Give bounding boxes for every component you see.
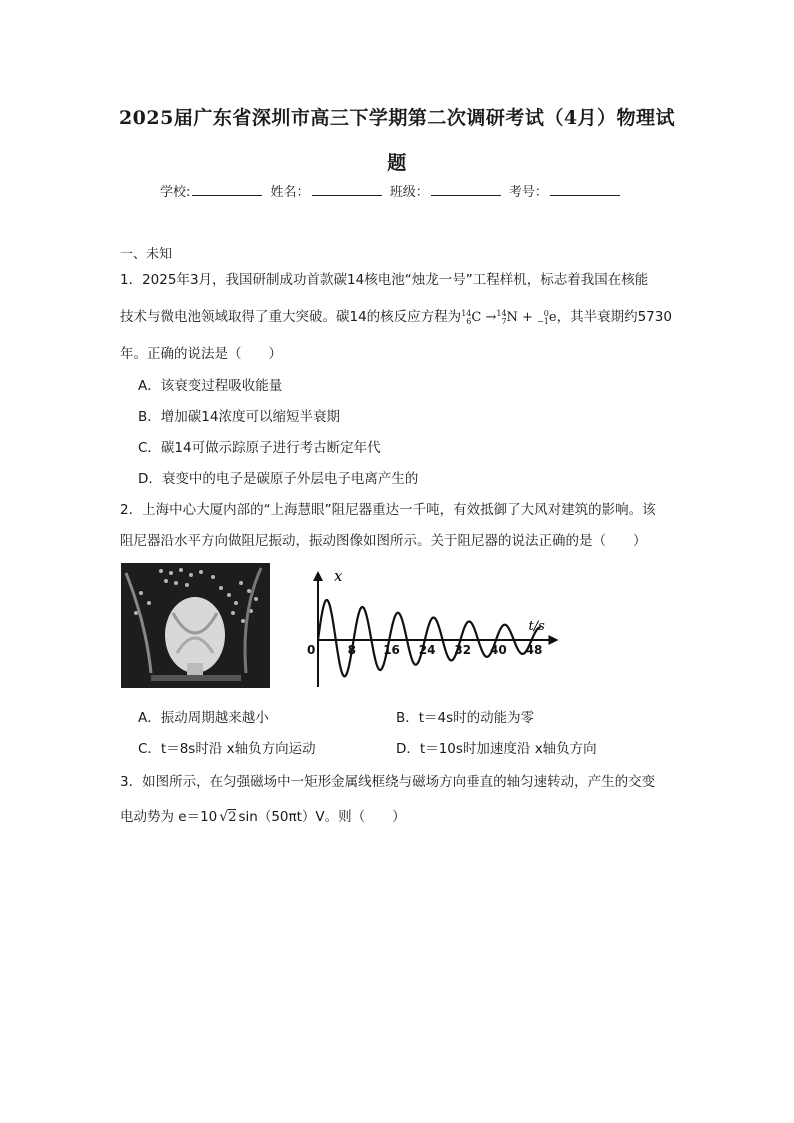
info-fields [160,181,624,200]
q1-option-a[interactable]: A．该衰变过程吸收能量 [138,378,283,394]
vibration-chart [298,563,598,693]
q3-line2-text: 电动势为 e＝10 [120,809,218,825]
name-label: 姓名： [270,185,310,200]
exam-no-blank[interactable] [550,183,620,196]
page-title: 2025届广东省深圳市高三下学期第二次调研考试（4月）物理试 [118,107,676,129]
class-blank[interactable] [431,183,501,196]
q2-option-a[interactable]: A．振动周期越来越小 [138,710,269,726]
x-tick-label: 0 [307,643,316,657]
q2-line1: 2．上海中心大厦内部的“上海慧眼”阻尼器重达一千吨，有效抵御了大风对建筑的影响。该 [120,502,656,518]
damper-photo [121,563,270,688]
q3-line2-tail: sin（50πt）V。则（ ） [238,809,406,825]
x-tick-label: 8 [347,643,356,657]
x-axis-label: t/s [528,619,545,634]
x-tick-label: 40 [490,643,507,657]
y-axis-label: x [334,567,343,585]
q1-line2-text: 技术与微电池领域取得了重大突破。碳14的核反应方程为 [120,309,462,325]
q1-option-d[interactable]: D．衰变中的电子是碳原子外层电子电离产生的 [138,471,419,487]
x-tick-label: 32 [454,643,472,657]
exam-no-label: 考号： [508,185,548,200]
q1-line3: 年。正确的说法是（ ） [120,346,282,362]
y-axis-arrow [313,571,323,581]
x-tick-label: 16 [383,643,400,657]
q1-line1: 1．2025年3月，我国研制成功首款碳14核电池“烛龙一号”工程样机，标志着我国在核能 [120,272,649,288]
q1-line2 [120,305,680,326]
x-tick-label: 48 [525,643,543,657]
q2-line2: 阻尼器沿水平方向做阻尼振动，振动图像如图所示。关于阻尼器的说法正确的是（ ） [120,533,647,549]
name-blank[interactable] [312,183,382,196]
sqrt-2: √2 [219,809,237,825]
oscillation-curve [318,600,541,676]
q2-option-c[interactable]: C．t＝8s时沿 x轴负方向运动 [138,741,316,757]
q3-line1: 3．如图所示，在匀强磁场中一矩形金属线框绕与磁场方向垂直的轴匀速转动，产生的交变 [120,774,656,790]
q1-option-c[interactable]: C．碳14可做示踪原子进行考古断定年代 [138,440,381,456]
nuclear-equation: 14 6C →14 7N + 0 −1e [461,308,557,326]
chart-axes [313,571,559,687]
school-blank[interactable] [192,183,262,196]
school-label: 学校: [160,185,191,200]
q1-option-b[interactable]: B．增加碳14浓度可以缩短半衰期 [138,409,340,425]
q2-option-b[interactable]: B．t＝4s时的动能为零 [396,710,535,726]
x-tick-label: 24 [418,643,436,657]
q3-line2 [120,805,680,825]
x-axis-arrow [549,635,559,645]
q2-option-d[interactable]: D．t＝10s时加速度沿 x轴负方向 [396,741,597,757]
section-heading: 一、未知 [120,247,173,262]
page-title-continued: 题 [387,152,407,174]
q1-line2-tail: ，其半衰期约5730 [556,309,672,325]
class-label: 班级： [389,185,429,200]
